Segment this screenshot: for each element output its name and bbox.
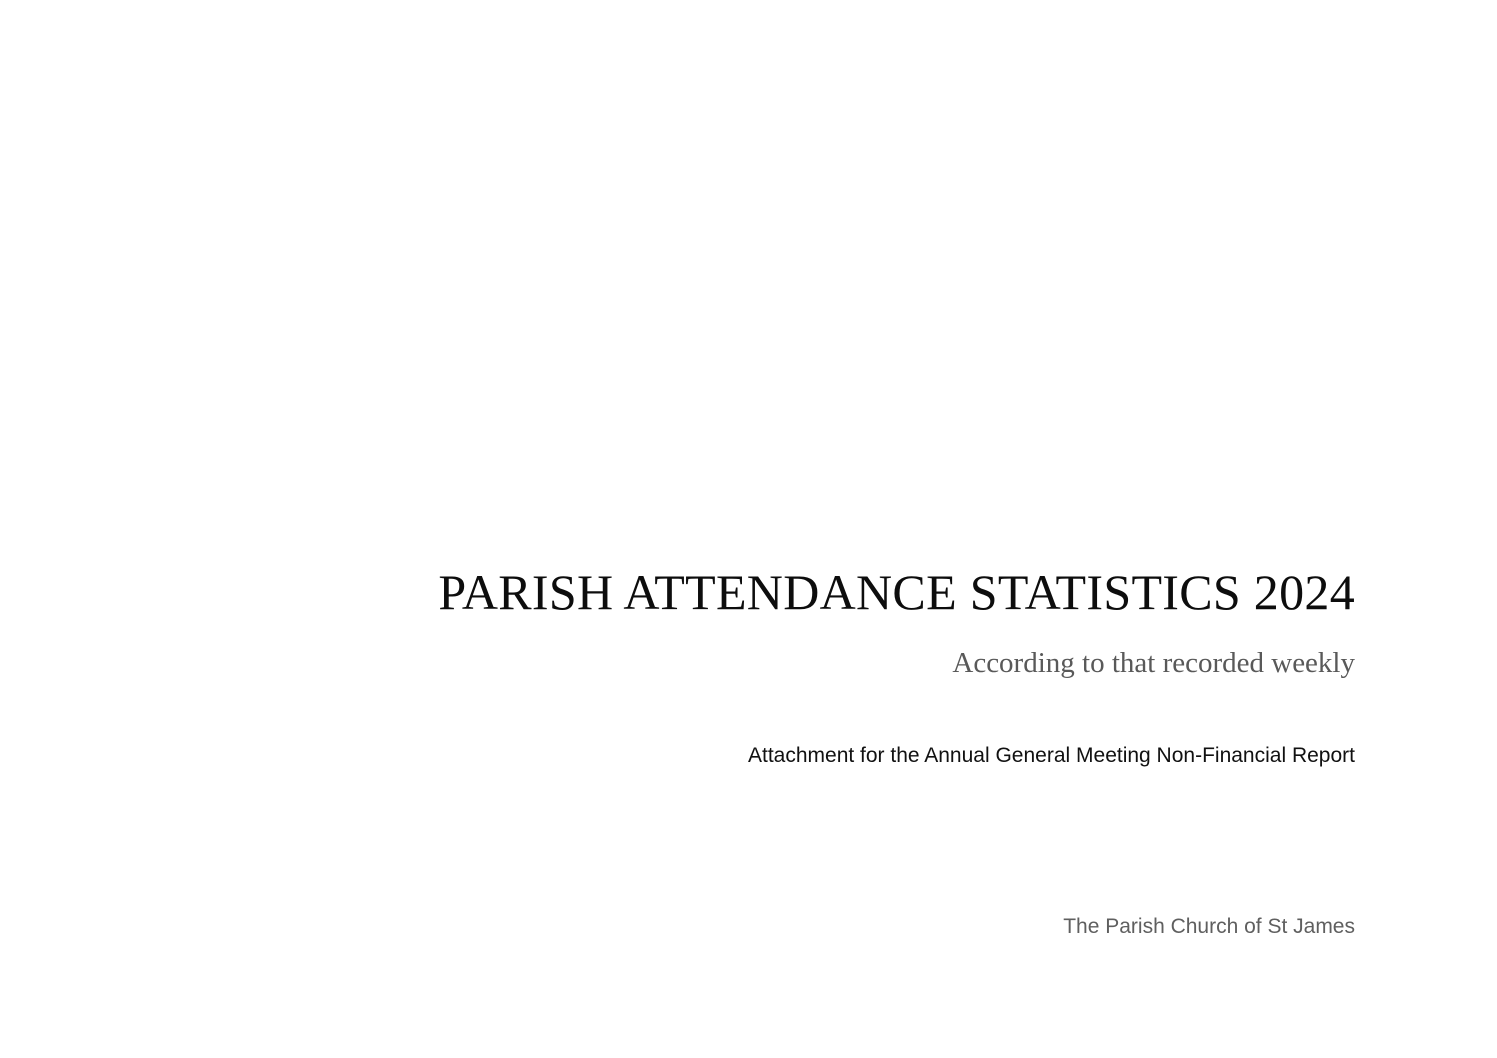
document-title: PARISH ATTENDANCE STATISTICS 2024 <box>438 564 1355 620</box>
attachment-description: Attachment for the Annual General Meeting Non-Financial Report <box>747 744 1355 767</box>
document-subtitle: According to that recorded weekly <box>952 647 1355 679</box>
organization-name: The Parish Church of St James <box>1063 915 1355 938</box>
